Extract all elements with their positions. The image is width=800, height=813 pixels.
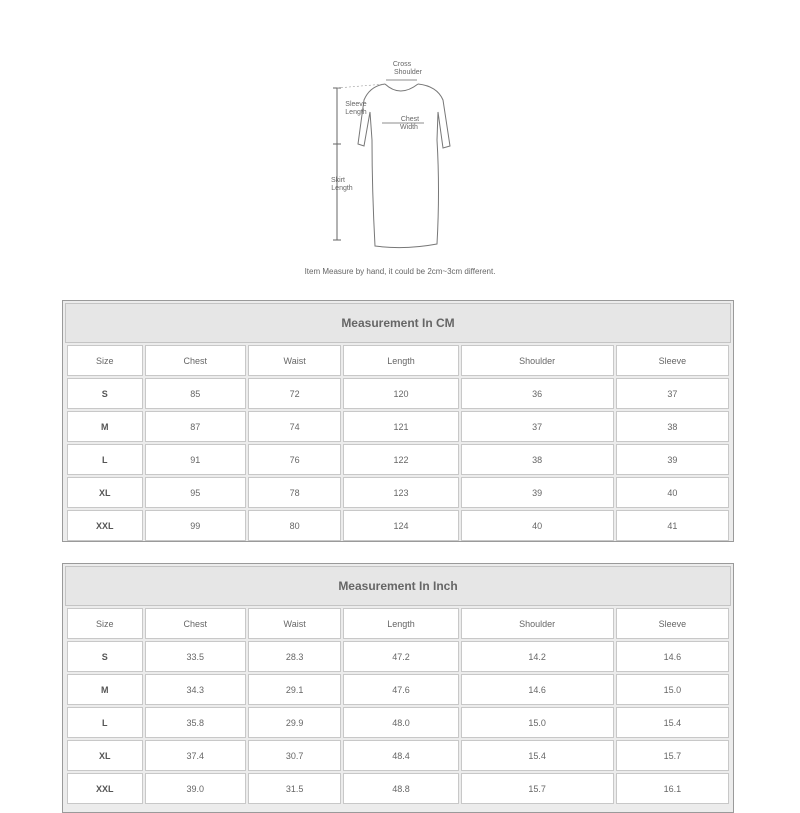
- table-cell: 121: [343, 411, 458, 442]
- table-cell: 76: [248, 444, 341, 475]
- table-cell: 40: [616, 477, 729, 508]
- sleeve-length-label-2: Length: [345, 109, 367, 116]
- skirt-length-label-1: Skirt: [331, 177, 345, 184]
- table-cell: 37.4: [145, 740, 246, 771]
- header-cell: Length: [343, 608, 458, 639]
- size-cell: S: [67, 378, 143, 409]
- header-cell: Waist: [248, 345, 341, 376]
- size-grid: [65, 343, 731, 543]
- size-grid: [65, 606, 731, 806]
- table-cell: 122: [343, 444, 458, 475]
- header-cell: Waist: [248, 608, 341, 639]
- table-cell: 36: [461, 378, 614, 409]
- table-row: [67, 444, 729, 475]
- table-cell: 48.8: [343, 773, 458, 804]
- table-cell: 15.7: [616, 740, 729, 771]
- header-cell: Chest: [145, 345, 246, 376]
- table-cell: 15.7: [461, 773, 614, 804]
- table-row: [67, 773, 729, 804]
- chest-width-label-1: Chest: [400, 116, 420, 123]
- header-cell: Sleeve: [616, 345, 729, 376]
- table-header-row: [67, 345, 729, 376]
- table-cell: 120: [343, 378, 458, 409]
- table-row: [67, 740, 729, 771]
- size-cell: L: [67, 444, 143, 475]
- size-cell: M: [67, 674, 143, 705]
- table-cell: 16.1: [616, 773, 729, 804]
- table-row: [67, 411, 729, 442]
- table-cell: 47.2: [343, 641, 458, 672]
- table-cell: 78: [248, 477, 341, 508]
- table-cell: 74: [248, 411, 341, 442]
- header-cell: Shoulder: [461, 345, 614, 376]
- table-cell: 35.8: [145, 707, 246, 738]
- header-cell: Length: [343, 345, 458, 376]
- table-cell: 39: [461, 477, 614, 508]
- table-cell: 15.4: [461, 740, 614, 771]
- table-cell: 14.6: [461, 674, 614, 705]
- table-cell: 14.6: [616, 641, 729, 672]
- size-cell: M: [67, 411, 143, 442]
- dress-measurement-diagram: [300, 50, 500, 260]
- header-cell: Chest: [145, 608, 246, 639]
- size-cell: S: [67, 641, 143, 672]
- chest-width-label-2: Width: [400, 124, 418, 131]
- table-cell: 38: [616, 411, 729, 442]
- table-cell: 41: [616, 510, 729, 541]
- table-cell: 95: [145, 477, 246, 508]
- table-cell: 15.0: [616, 674, 729, 705]
- table-cell: 80: [248, 510, 341, 541]
- size-cell: XL: [67, 477, 143, 508]
- size-cell: XXL: [67, 510, 143, 541]
- header-cell: Size: [67, 345, 143, 376]
- table-cell: 34.3: [145, 674, 246, 705]
- size-cell: XL: [67, 740, 143, 771]
- header-cell: Size: [67, 608, 143, 639]
- header-cell: Shoulder: [461, 608, 614, 639]
- inch-size-table: [62, 563, 734, 813]
- table-row: [67, 378, 729, 409]
- table-cell: 37: [616, 378, 729, 409]
- table-cell: 28.3: [248, 641, 341, 672]
- table-title: Measurement In Inch: [65, 566, 731, 606]
- table-cell: 91: [145, 444, 246, 475]
- table-row: [67, 641, 729, 672]
- table-cell: 38: [461, 444, 614, 475]
- table-cell: 72: [248, 378, 341, 409]
- table-header-row: [67, 608, 729, 639]
- table-cell: 124: [343, 510, 458, 541]
- table-row: [67, 674, 729, 705]
- table-row: [67, 707, 729, 738]
- table-cell: 33.5: [145, 641, 246, 672]
- cross-shoulder-label-2: Shoulder: [393, 69, 423, 76]
- table-cell: 47.6: [343, 674, 458, 705]
- table-cell: 31.5: [248, 773, 341, 804]
- table-cell: 29.1: [248, 674, 341, 705]
- table-cell: 30.7: [248, 740, 341, 771]
- table-cell: 40: [461, 510, 614, 541]
- table-cell: 48.0: [343, 707, 458, 738]
- dress-outline-svg: [300, 50, 500, 260]
- table-row: [67, 477, 729, 508]
- size-cell: XXL: [67, 773, 143, 804]
- sleeve-length-label-1: Sleeve: [345, 101, 367, 108]
- table-cell: 15.4: [616, 707, 729, 738]
- table-title: Measurement In CM: [65, 303, 731, 343]
- cross-shoulder-label-1: Cross: [392, 61, 412, 68]
- table-cell: 48.4: [343, 740, 458, 771]
- table-cell: 123: [343, 477, 458, 508]
- table-cell: 99: [145, 510, 246, 541]
- table-cell: 39: [616, 444, 729, 475]
- skirt-length-label-2: Length: [331, 185, 353, 192]
- table-cell: 87: [145, 411, 246, 442]
- header-cell: Sleeve: [616, 608, 729, 639]
- table-cell: 15.0: [461, 707, 614, 738]
- table-cell: 14.2: [461, 641, 614, 672]
- table-row: [67, 510, 729, 541]
- measurement-note: Item Measure by hand, it could be 2cm~3cm different.: [304, 267, 496, 276]
- table-cell: 85: [145, 378, 246, 409]
- size-cell: L: [67, 707, 143, 738]
- cm-size-table: [62, 300, 734, 542]
- table-cell: 29.9: [248, 707, 341, 738]
- table-cell: 37: [461, 411, 614, 442]
- table-cell: 39.0: [145, 773, 246, 804]
